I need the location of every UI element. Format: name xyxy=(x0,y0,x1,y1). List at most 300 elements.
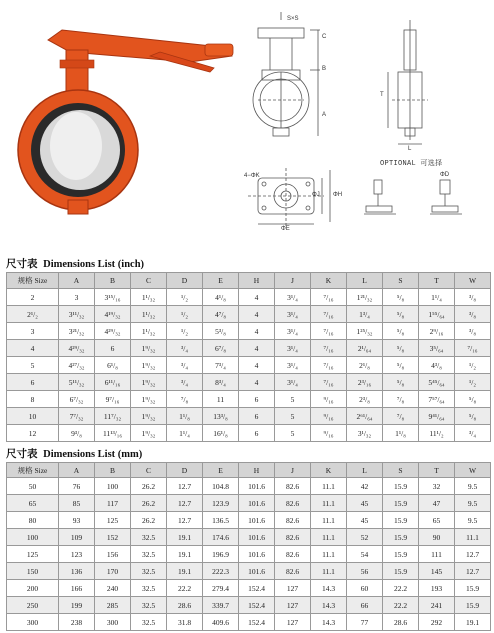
dim-label-j: ΦJ xyxy=(312,192,320,198)
table-cell: 9⁷/₁₆ xyxy=(95,391,131,408)
table-cell: 2¹/₈ xyxy=(347,357,383,374)
column-header: K xyxy=(311,463,347,478)
table-cell: 26.2 xyxy=(131,478,167,495)
table-cell: 6⁷/₃₂ xyxy=(59,391,95,408)
table-cell: 1⁹/₃₂ xyxy=(131,374,167,391)
table-cell: 8³/₄ xyxy=(203,374,239,391)
table-cell: 285 xyxy=(95,597,131,614)
table-cell: 152.4 xyxy=(239,614,275,631)
table-cell: 117 xyxy=(95,495,131,512)
table-cell: 19.1 xyxy=(455,614,491,631)
side-view-drawing xyxy=(388,20,428,144)
table-cell: 109 xyxy=(59,529,95,546)
table-cell: 22.2 xyxy=(383,597,419,614)
table-cell: ⁷/₈ xyxy=(383,391,419,408)
table-cell: 2⁶¹/₆₄ xyxy=(347,408,383,425)
size-cell: 2 xyxy=(7,289,59,306)
table-cell: 1¹/₄ xyxy=(167,425,203,442)
table-cell: 11¹³/₁₆ xyxy=(95,425,131,442)
table-cell: 15.9 xyxy=(383,529,419,546)
table-cell: ³/₈ xyxy=(455,289,491,306)
table-cell: ⁷/₁₆ xyxy=(311,323,347,340)
dim-label-h: ΦH xyxy=(333,192,343,198)
table-cell: 3¹/₄ xyxy=(275,340,311,357)
table-cell: 4²⁹/₃₂ xyxy=(59,340,95,357)
table-cell: ⁹/₁₆ xyxy=(311,408,347,425)
table-cell: 4²⁹/₃₂ xyxy=(95,323,131,340)
size-cell: 300 xyxy=(7,614,59,631)
size-cell: 100 xyxy=(7,529,59,546)
table-cell: 15.9 xyxy=(383,495,419,512)
table-cell: 4 xyxy=(239,340,275,357)
table-cell: 6⁷/₈ xyxy=(203,340,239,357)
table-row xyxy=(7,289,491,306)
table-cell: 1¹/₄ xyxy=(419,289,455,306)
table-cell: 28.6 xyxy=(167,597,203,614)
table-cell: ⁷/₁₆ xyxy=(455,340,491,357)
table-cell: 125 xyxy=(95,512,131,529)
inch-header-row xyxy=(7,273,491,289)
column-header: C xyxy=(131,273,167,289)
table-cell: 279.4 xyxy=(203,580,239,597)
table-cell: ¹/₂ xyxy=(455,357,491,374)
table-cell: 196.9 xyxy=(203,546,239,563)
table-cell: 11 xyxy=(203,391,239,408)
table-cell: 240 xyxy=(95,580,131,597)
table-cell: 4 xyxy=(239,323,275,340)
table-cell: 101.6 xyxy=(239,529,275,546)
table-cell: 32.5 xyxy=(131,597,167,614)
column-header: J xyxy=(275,463,311,478)
table-cell: 3¹/₄ xyxy=(275,323,311,340)
dim-label-l: L xyxy=(408,146,412,152)
size-cell: 3 xyxy=(7,323,59,340)
table-cell: 4 xyxy=(239,306,275,323)
table-cell: 1³/₄ xyxy=(347,306,383,323)
column-header: W xyxy=(455,463,491,478)
table-cell: 127 xyxy=(275,580,311,597)
table-cell: 2³/₈ xyxy=(347,391,383,408)
column-header: T xyxy=(419,463,455,478)
table-cell: 1⁹/₃₂ xyxy=(131,357,167,374)
column-header: S xyxy=(383,273,419,289)
table-cell: 32.5 xyxy=(131,546,167,563)
column-header: L xyxy=(347,273,383,289)
table-cell: 3¹¹/₃₂ xyxy=(59,306,95,323)
dim-label-t: T xyxy=(380,92,384,98)
table-cell: 15.9 xyxy=(383,563,419,580)
table-cell: 3¹/₃₂ xyxy=(347,425,383,442)
table-cell: 52 xyxy=(347,529,383,546)
table-cell: 32.5 xyxy=(131,580,167,597)
table-cell: 1⁵⁵/₆₄ xyxy=(419,306,455,323)
table-cell: 47 xyxy=(419,495,455,512)
table-cell: 3¹⁵/₁₆ xyxy=(95,289,131,306)
table-row xyxy=(7,374,491,391)
mm-title-en: Dimensions List (mm) xyxy=(43,449,143,460)
dim-label-b: B xyxy=(322,66,327,72)
table-cell: ⁵/₈ xyxy=(383,306,419,323)
table-cell: ⁹/₁₆ xyxy=(311,425,347,442)
size-cell: 2¹/₂ xyxy=(7,306,59,323)
table-cell: 12.7 xyxy=(167,478,203,495)
table-cell: 82.6 xyxy=(275,563,311,580)
table-cell: ⁷/₁₆ xyxy=(311,357,347,374)
table-row xyxy=(7,323,491,340)
table-cell: 152.4 xyxy=(239,580,275,597)
table-row xyxy=(7,340,491,357)
table-cell: 7³/₄ xyxy=(203,357,239,374)
table-cell: 193 xyxy=(419,580,455,597)
table-cell: 3 xyxy=(59,289,95,306)
table-cell: 2³/₁₆ xyxy=(347,374,383,391)
table-row xyxy=(7,495,491,512)
table-cell: 101.6 xyxy=(239,546,275,563)
column-header: D xyxy=(167,463,203,478)
size-cell: 4 xyxy=(7,340,59,357)
table-cell: 11⁷/₃₂ xyxy=(95,408,131,425)
table-cell: 6 xyxy=(239,425,275,442)
table-cell: 28.6 xyxy=(383,614,419,631)
table-cell: 6 xyxy=(239,408,275,425)
size-cell: 6 xyxy=(7,374,59,391)
column-header: E xyxy=(203,273,239,289)
mm-title-cn: 尺寸表 xyxy=(6,449,38,460)
table-cell: 11¹/₂ xyxy=(419,425,455,442)
table-cell: 5 xyxy=(275,391,311,408)
table-cell: 65 xyxy=(419,512,455,529)
table-cell: 6¹¹/₁₆ xyxy=(95,374,131,391)
table-cell: 136 xyxy=(59,563,95,580)
table-cell: 4⁷/₈ xyxy=(203,306,239,323)
table-cell: ⁷/₁₆ xyxy=(311,340,347,357)
table-cell: 4 xyxy=(239,289,275,306)
table-cell: 101.6 xyxy=(239,512,275,529)
table-cell: 3¹/₄ xyxy=(275,357,311,374)
table-cell: 1¹/₃₂ xyxy=(131,306,167,323)
table-cell: 101.6 xyxy=(239,495,275,512)
column-header: A xyxy=(59,273,95,289)
table-row xyxy=(7,563,491,580)
table-cell: 4¹⁹/₃₂ xyxy=(95,306,131,323)
table-cell: 4 xyxy=(239,374,275,391)
table-cell: ⁵/₈ xyxy=(383,340,419,357)
table-row xyxy=(7,478,491,495)
mm-header-row xyxy=(7,463,491,478)
table-cell: 1¹/₈ xyxy=(167,408,203,425)
table-cell: 100 xyxy=(95,478,131,495)
table-cell: 199 xyxy=(59,597,95,614)
table-cell: 123 xyxy=(59,546,95,563)
table-cell: 77 xyxy=(347,614,383,631)
table-cell: 3²¹/₃₂ xyxy=(59,323,95,340)
table-cell: ⁵/₈ xyxy=(383,289,419,306)
table-cell: 4³/₈ xyxy=(419,357,455,374)
table-cell: 409.6 xyxy=(203,614,239,631)
table-row xyxy=(7,408,491,425)
table-cell: 82.6 xyxy=(275,546,311,563)
table-cell: 5¹¹/₃₂ xyxy=(59,374,95,391)
table-cell: 66 xyxy=(347,597,383,614)
table-cell: 15.9 xyxy=(383,478,419,495)
valve-figure xyxy=(0,0,494,240)
table-row xyxy=(7,546,491,563)
table-row xyxy=(7,425,491,442)
table-cell: 45 xyxy=(347,512,383,529)
table-cell: ³/₄ xyxy=(167,374,203,391)
table-cell: ⁵/₈ xyxy=(383,357,419,374)
table-cell: 19.1 xyxy=(167,546,203,563)
table-cell: 11.1 xyxy=(311,478,347,495)
table-cell: 127 xyxy=(275,614,311,631)
table-row xyxy=(7,614,491,631)
table-cell: ⁷/₁₆ xyxy=(311,374,347,391)
column-header: C xyxy=(131,463,167,478)
table-cell: 22.2 xyxy=(167,580,203,597)
table-cell: 123.9 xyxy=(203,495,239,512)
table-cell: 19.1 xyxy=(167,563,203,580)
table-cell: 127 xyxy=(275,597,311,614)
table-cell: 12.7 xyxy=(167,512,203,529)
column-header: H xyxy=(239,273,275,289)
table-cell: ¹/₂ xyxy=(167,306,203,323)
dim-label-a: A xyxy=(322,112,327,118)
table-cell: 11.1 xyxy=(311,529,347,546)
table-cell: 15.9 xyxy=(383,546,419,563)
table-cell: ⁷/₈ xyxy=(383,408,419,425)
dim-label-c: C xyxy=(322,34,327,40)
table-cell: 82.6 xyxy=(275,529,311,546)
table-cell: 82.6 xyxy=(275,512,311,529)
table-cell: 14.3 xyxy=(311,614,347,631)
table-cell: 1⁹/₃₂ xyxy=(131,391,167,408)
table-cell: 82.6 xyxy=(275,495,311,512)
table-cell: 9³/₈ xyxy=(59,425,95,442)
table-cell: 241 xyxy=(419,597,455,614)
column-header: B xyxy=(95,273,131,289)
table-row xyxy=(7,512,491,529)
table-cell: 15.9 xyxy=(455,580,491,597)
table-cell: 9⁴¹/₆₄ xyxy=(419,408,455,425)
column-header: S xyxy=(383,463,419,478)
size-cell: 65 xyxy=(7,495,59,512)
table-cell: 11.1 xyxy=(311,495,347,512)
table-row xyxy=(7,391,491,408)
front-view-drawing xyxy=(253,12,320,136)
table-cell: 11.1 xyxy=(311,563,347,580)
table-cell: 1²¹/₃₂ xyxy=(347,289,383,306)
table-cell: 3¹/₄ xyxy=(275,289,311,306)
dim-label-d: ΦD xyxy=(440,172,450,178)
column-header: A xyxy=(59,463,95,478)
table-row xyxy=(7,529,491,546)
size-cell: 250 xyxy=(7,597,59,614)
optional-detail-drawing xyxy=(364,180,462,214)
table-cell: 54 xyxy=(347,546,383,563)
table-cell: ³/₈ xyxy=(455,323,491,340)
size-cell: 200 xyxy=(7,580,59,597)
column-header: 规格 Size xyxy=(7,463,59,478)
butterfly-valve-image xyxy=(18,30,233,214)
column-header: 规格 Size xyxy=(7,273,59,289)
table-cell: ³/₄ xyxy=(167,340,203,357)
table-cell: 101.6 xyxy=(239,478,275,495)
table-cell: ⁵/₈ xyxy=(455,391,491,408)
table-cell: 101.6 xyxy=(239,563,275,580)
table-cell: 1⁹/₃₂ xyxy=(131,425,167,442)
table-cell: 60 xyxy=(347,580,383,597)
table-cell: 90 xyxy=(419,529,455,546)
table-cell: 3⁵/₆₄ xyxy=(419,340,455,357)
table-cell: ³/₄ xyxy=(167,357,203,374)
table-row xyxy=(7,597,491,614)
table-cell: ⁷/₁₆ xyxy=(311,289,347,306)
table-cell: 156 xyxy=(95,546,131,563)
table-cell: 170 xyxy=(95,563,131,580)
table-cell: ³/₈ xyxy=(455,306,491,323)
table-cell: 11.1 xyxy=(455,529,491,546)
table-cell: 14.3 xyxy=(311,580,347,597)
size-cell: 125 xyxy=(7,546,59,563)
table-cell: 9.5 xyxy=(455,478,491,495)
table-cell: ⁹/₁₆ xyxy=(311,391,347,408)
table-cell: 1¹/₃₂ xyxy=(131,289,167,306)
table-cell: 93 xyxy=(59,512,95,529)
table-cell: 9.5 xyxy=(455,512,491,529)
size-cell: 12 xyxy=(7,425,59,442)
column-header: L xyxy=(347,463,383,478)
inch-title-en: Dimensions List (inch) xyxy=(43,259,145,270)
table-cell: 136.5 xyxy=(203,512,239,529)
table-cell: 7⁷/₃₂ xyxy=(59,408,95,425)
inch-section-title xyxy=(6,256,144,271)
table-cell: 32 xyxy=(419,478,455,495)
table-cell: 4²⁷/₃₂ xyxy=(59,357,95,374)
table-cell: 2⁹/₁₆ xyxy=(419,323,455,340)
table-cell: 300 xyxy=(95,614,131,631)
table-cell: 238 xyxy=(59,614,95,631)
table-cell: 152.4 xyxy=(239,597,275,614)
table-cell: 11.1 xyxy=(311,512,347,529)
table-cell: 32.5 xyxy=(131,563,167,580)
table-cell: 166 xyxy=(59,580,95,597)
inch-title-cn: 尺寸表 xyxy=(6,259,38,270)
table-cell: 111 xyxy=(419,546,455,563)
size-cell: 150 xyxy=(7,563,59,580)
table-cell: 45 xyxy=(347,495,383,512)
table-cell: 7⁵⁷/₆₄ xyxy=(419,391,455,408)
table-cell: 104.8 xyxy=(203,478,239,495)
table-cell: 174.6 xyxy=(203,529,239,546)
table-cell: 6 xyxy=(239,391,275,408)
table-cell: 31.8 xyxy=(167,614,203,631)
table-cell: 3¹/₄ xyxy=(275,374,311,391)
table-cell: 12.7 xyxy=(455,563,491,580)
mm-dimensions-table xyxy=(6,462,491,631)
table-cell: 1¹/₈ xyxy=(383,425,419,442)
table-cell: 11.1 xyxy=(311,546,347,563)
table-cell: ¹/₂ xyxy=(167,323,203,340)
table-cell: 5 xyxy=(275,425,311,442)
column-header: T xyxy=(419,273,455,289)
column-header: B xyxy=(95,463,131,478)
column-header: J xyxy=(275,273,311,289)
table-row xyxy=(7,306,491,323)
table-cell: ⁵/₈ xyxy=(455,408,491,425)
table-cell: 1⁹/₃₂ xyxy=(131,340,167,357)
table-cell: 292 xyxy=(419,614,455,631)
table-cell: 82.6 xyxy=(275,478,311,495)
table-cell: 19.1 xyxy=(167,529,203,546)
table-cell: 12.7 xyxy=(167,495,203,512)
size-cell: 8 xyxy=(7,391,59,408)
size-cell: 50 xyxy=(7,478,59,495)
column-header: D xyxy=(167,273,203,289)
size-cell: 10 xyxy=(7,408,59,425)
table-cell: ³/₄ xyxy=(455,425,491,442)
table-row xyxy=(7,357,491,374)
optional-label: OPTIONAL 可选择 xyxy=(380,160,443,168)
mm-section-title xyxy=(6,446,142,461)
table-cell: 13³/₈ xyxy=(203,408,239,425)
table-cell: 1⁹/₃₂ xyxy=(131,408,167,425)
table-row xyxy=(7,580,491,597)
table-cell: 85 xyxy=(59,495,95,512)
size-cell: 80 xyxy=(7,512,59,529)
table-cell: 56 xyxy=(347,563,383,580)
table-cell: ¹/₂ xyxy=(167,289,203,306)
table-cell: 76 xyxy=(59,478,95,495)
table-cell: 9.5 xyxy=(455,495,491,512)
size-cell: 5 xyxy=(7,357,59,374)
table-cell: 5⁴⁵/₆₄ xyxy=(419,374,455,391)
table-cell: 4 xyxy=(239,357,275,374)
table-cell: 222.3 xyxy=(203,563,239,580)
table-cell: 4¹/₈ xyxy=(203,289,239,306)
column-header: W xyxy=(455,273,491,289)
table-cell: 26.2 xyxy=(131,495,167,512)
table-cell: 42 xyxy=(347,478,383,495)
table-cell: 32.5 xyxy=(131,529,167,546)
column-header: E xyxy=(203,463,239,478)
table-cell: 12.7 xyxy=(455,546,491,563)
table-cell: 32.5 xyxy=(131,614,167,631)
table-cell: 22.2 xyxy=(383,580,419,597)
dim-label-e: ΦE xyxy=(281,226,290,232)
table-cell: 15.9 xyxy=(383,512,419,529)
dim-label-holes: 4−ΦK xyxy=(244,173,260,179)
table-cell: 15.9 xyxy=(455,597,491,614)
table-cell: 152 xyxy=(95,529,131,546)
table-cell: 6¹/₈ xyxy=(95,357,131,374)
table-cell: ⁵/₈ xyxy=(383,323,419,340)
table-cell: 1¹/₃₂ xyxy=(131,323,167,340)
table-cell: 5³/₈ xyxy=(203,323,239,340)
table-cell: 145 xyxy=(419,563,455,580)
table-cell: 16¹/₈ xyxy=(203,425,239,442)
inch-dimensions-table xyxy=(6,272,491,442)
table-cell: 14.3 xyxy=(311,597,347,614)
table-cell: 2¹/₆₄ xyxy=(347,340,383,357)
table-cell: ⁵/₈ xyxy=(383,374,419,391)
table-cell: 26.2 xyxy=(131,512,167,529)
table-cell: ⁷/₈ xyxy=(167,391,203,408)
table-cell: 1²⁵/₃₂ xyxy=(347,323,383,340)
table-cell: 3¹/₄ xyxy=(275,306,311,323)
table-cell: 5 xyxy=(275,408,311,425)
table-cell: ¹/₂ xyxy=(455,374,491,391)
table-cell: ⁷/₁₆ xyxy=(311,306,347,323)
